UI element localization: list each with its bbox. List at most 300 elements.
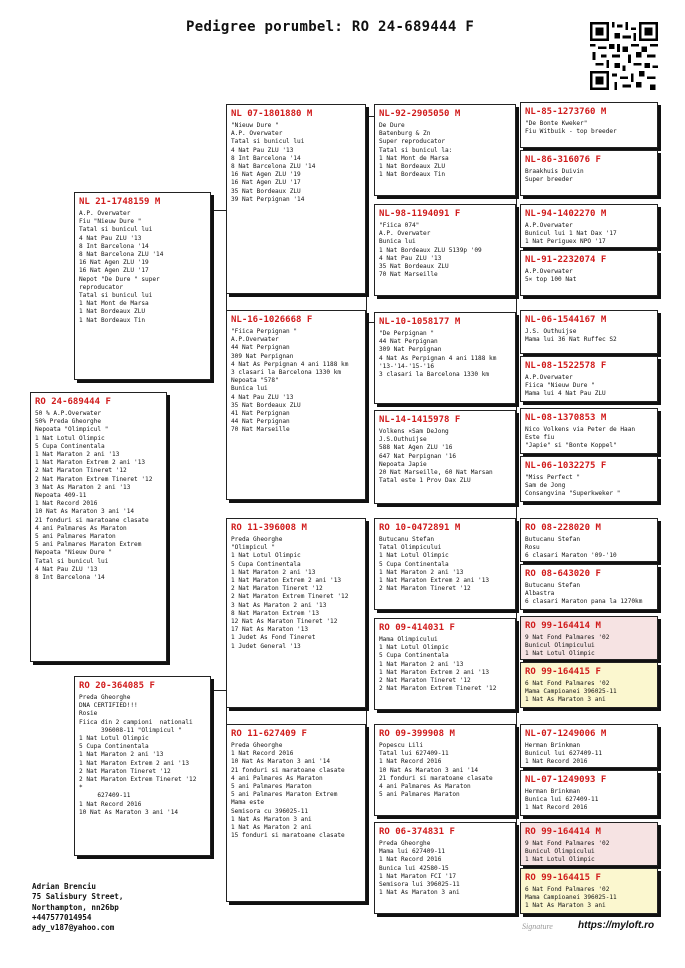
- pigeon-details: [525, 120, 653, 136]
- detail-line: Bunica lui 42580-15: [379, 864, 449, 872]
- ring-number: NL-98-1194091 F: [379, 209, 461, 219]
- detail-line: 309 Nat Perpignan: [231, 352, 294, 360]
- detail-line: 1 Nat As Maraton 3 ani: [231, 815, 312, 823]
- detail-line: A.P.Overwater: [231, 336, 279, 344]
- detail-line: 3 clasari la Barcelona 1330 km: [231, 369, 342, 377]
- pigeon-details: [79, 210, 206, 325]
- detail-line: Butucanu Stefan: [379, 536, 435, 543]
- detail-line: Super breeder: [525, 176, 573, 184]
- detail-line: 5 Cupa Continentala: [379, 652, 449, 660]
- detail-line: 4 Nat As Perpignan 4 ani 1188 km: [231, 360, 349, 368]
- great-grandparent-card[interactable]: [520, 770, 658, 816]
- detail-line: 3 clasari la Barcelona 1330 km: [379, 371, 490, 379]
- detail-line: 8 Int Barcelona '14: [35, 574, 105, 582]
- detail-line: 5 ani Palmares Maraton: [231, 783, 312, 791]
- address-line: 75 Salisbury Street,: [32, 892, 124, 902]
- ring-number: RO 20-364085 F: [79, 681, 155, 691]
- connector-line: [366, 322, 374, 323]
- signature-image: Signature: [522, 922, 553, 931]
- detail-line: Bunicul lui 1 Nat Dax '17: [525, 230, 617, 238]
- dam-dam-sire-card[interactable]: [374, 724, 516, 816]
- detail-line: 44 Nat Perpignan: [231, 418, 290, 426]
- connector-line: [366, 524, 367, 834]
- sire-dam-card[interactable]: [226, 310, 366, 500]
- detail-line: 4 Nat Pau ZLU '13: [231, 146, 294, 154]
- breeder-name: Adrian Brenciu: [32, 882, 97, 891]
- detail-line: Tatal si bunicul la:: [379, 146, 453, 154]
- ring-number: NL-06-1544167 M: [525, 315, 607, 325]
- detail-line: Bunica lui: [231, 385, 268, 393]
- ring-number: NL-94-1402270 M: [525, 209, 607, 219]
- ring-number: NL 21-1748159 M: [79, 197, 161, 207]
- ring-number: NL-16-1026668 F: [231, 315, 313, 325]
- pigeon-details: [379, 536, 511, 593]
- detail-line: 1 Nat Bordeaux ZLU: [79, 308, 146, 316]
- pigeon-details: [525, 634, 653, 659]
- detail-line: 627409-11: [79, 792, 131, 800]
- detail-line: "Olimpicul ": [231, 544, 276, 552]
- great-grandparent-card[interactable]: [520, 662, 658, 708]
- great-grandparent-card[interactable]: [520, 250, 658, 296]
- detail-line: 21 fonduri si maratoane clasate: [35, 516, 149, 524]
- qr-code-icon: [590, 22, 658, 90]
- great-grandparent-card[interactable]: [520, 204, 658, 248]
- detail-line: 10 Nat As Maraton 3 ani '14: [79, 808, 179, 816]
- detail-line: 8 Int Barcelona '14: [231, 154, 301, 162]
- connector-line: [210, 210, 226, 211]
- pigeon-details: [525, 474, 653, 499]
- detail-line: 70 Nat Marseille: [379, 271, 438, 279]
- great-grandparent-card[interactable]: [520, 102, 658, 148]
- pigeon-details: [379, 840, 511, 897]
- ring-number: RO 06-374831 F: [379, 827, 455, 837]
- detail-line: 5 Cupa Continentala: [231, 560, 301, 568]
- pigeon-details: [525, 536, 653, 561]
- detail-line: 44 Nat Perpignan: [231, 344, 290, 352]
- detail-line: Bunicul lui 627409-11: [525, 750, 603, 758]
- detail-line: 9 Nat Fond Palmares '02: [525, 840, 610, 847]
- detail-line: 1 Nat Maraton 2 ani '13: [231, 568, 316, 576]
- detail-line: 6 Nat Fond Palmares '02: [525, 680, 610, 687]
- detail-line: 1 Nat Maraton 2 ani '13: [35, 451, 120, 459]
- detail-line: Nepoata "578": [231, 377, 279, 385]
- detail-line: 35 Nat Bordeaux ZLU: [379, 263, 449, 271]
- detail-line: Preda Gheorghe: [231, 742, 283, 749]
- great-grandparent-card[interactable]: [520, 356, 658, 402]
- detail-line: 2 Nat Maraton Extrem Tineret '12: [79, 776, 197, 784]
- detail-line: Preda Gheorghe: [231, 536, 283, 543]
- ring-number: RO 10-0472891 M: [379, 523, 461, 533]
- detail-line: Super reproducator: [379, 138, 446, 146]
- detail-line: DNA CERTIFIED!!!: [79, 702, 138, 710]
- detail-line: 1 Nat Lotul Olimpic: [379, 644, 449, 652]
- detail-line: 1 Nat Lotul Olimpic: [231, 552, 301, 560]
- detail-line: 16 Nat Agen ZLU '19: [231, 171, 301, 179]
- detail-line: 4 ani Palmares As Maraton: [231, 774, 323, 782]
- detail-line: '13-'14-'15-'16: [379, 362, 435, 370]
- detail-line: Este fiu: [525, 434, 555, 442]
- detail-line: 309 Nat Perpignan: [379, 346, 442, 354]
- pigeon-details: [379, 330, 511, 379]
- detail-line: 2 Nat Maraton Extrem Tineret '12: [231, 593, 349, 601]
- ring-number: RO 11-396008 M: [231, 523, 307, 533]
- detail-line: 1 Nat Bordeaux ZLU: [379, 163, 446, 171]
- detail-line: 5 Cupa Continentala: [35, 442, 105, 450]
- pigeon-details: [379, 742, 511, 799]
- pigeon-details: [231, 122, 361, 204]
- detail-line: Fiica din 2 campioni nationali: [79, 718, 193, 726]
- pigeon-details: [231, 536, 361, 651]
- detail-line: Sam de Jong: [525, 482, 566, 490]
- detail-line: 2 Nat Maraton Tineret '12: [231, 585, 323, 593]
- detail-line: 1 Nat As Maraton 3 ani: [379, 889, 460, 897]
- sire-sire-card[interactable]: [226, 104, 366, 294]
- detail-line: Nepoata Japie: [379, 460, 427, 468]
- detail-line: 1 Nat Maraton 2 ani '13: [379, 660, 464, 668]
- detail-line: 10 Nat As Maraton 3 ani '14: [231, 758, 331, 766]
- detail-line: 2 Nat Maraton Tineret '12: [79, 767, 171, 775]
- detail-line: 21 fonduri si maratoane clasate: [231, 766, 345, 774]
- ring-number: RO 08-643020 F: [525, 569, 601, 579]
- ring-number: RO 09-414031 F: [379, 623, 455, 633]
- detail-line: "Japie" si "Bonte Koppel": [525, 442, 617, 450]
- sire-sire-sire-card[interactable]: [374, 104, 516, 196]
- pigeon-details: [525, 680, 653, 705]
- detail-line: Herman Brinkman: [525, 788, 581, 795]
- detail-line: 1 Nat As Maraton 3 ani: [525, 696, 606, 704]
- detail-line: Tatal si bunicul lui: [231, 138, 305, 146]
- detail-line: 1 Nat Lotul Olimpic: [35, 434, 105, 442]
- detail-line: 2 Nat Maraton Extrem Tineret '12: [35, 475, 153, 483]
- connector-line: [210, 690, 226, 691]
- detail-line: 1 Nat As Maraton 3 ani: [525, 902, 606, 910]
- breeder-contact: [32, 882, 123, 933]
- detail-line: 10 Nat As Maraton 3 ani '14: [35, 508, 135, 516]
- detail-line: 1 Nat Maraton Extrem 2 ani '13: [35, 459, 146, 467]
- detail-line: 1 Nat Maraton Extrem 2 ani '13: [379, 577, 490, 585]
- detail-line: 16 Nat Agen ZLU '17: [79, 267, 149, 275]
- detail-line: 5 ani Palmares Maraton: [35, 533, 116, 541]
- detail-line: Tatal Olimpicului: [379, 544, 442, 552]
- great-grandparent-card[interactable]: [520, 868, 658, 914]
- detail-line: 8 Nat Barcelona ZLU '14: [79, 251, 164, 259]
- detail-line: Semisora cu 396025-11: [231, 807, 309, 815]
- detail-line: 647 Nat Perpignan '16: [379, 452, 457, 460]
- detail-line: 1 Nat Record 2016: [379, 856, 442, 864]
- detail-line: A.P.Overwater: [525, 268, 573, 275]
- pigeon-details: [525, 582, 653, 607]
- detail-line: 16 Nat Agen ZLU '17: [231, 179, 301, 187]
- detail-line: 8 Int Barcelona '14: [79, 242, 149, 250]
- detail-line: 70 Nat Marseille: [231, 426, 290, 434]
- ring-number: NL-14-1415978 F: [379, 415, 461, 425]
- ring-number: RO 24-689444 F: [35, 397, 111, 407]
- detail-line: 1 Judet As Fond Tineret: [231, 634, 316, 642]
- phone-number[interactable]: +447577014954: [32, 912, 92, 922]
- detail-line: 8 Nat Maraton Extrem '13: [231, 609, 320, 617]
- ring-number: RO 08-228020 M: [525, 523, 601, 533]
- detail-line: 50% Preda Gheorghe: [35, 418, 102, 426]
- great-grandparent-card[interactable]: [520, 518, 658, 562]
- detail-line: 4 Nat Pau ZLU '13: [379, 254, 442, 262]
- address-line: Northampton, nn26bp: [32, 902, 119, 912]
- great-grandparent-card[interactable]: [520, 822, 658, 866]
- ring-number: NL-85-1273760 M: [525, 107, 607, 117]
- pigeon-details: [525, 268, 653, 284]
- detail-line: A.P. Overwater: [231, 130, 283, 138]
- detail-line: "De Perpignan ": [379, 330, 435, 337]
- ring-number: NL-92-2905050 M: [379, 109, 461, 119]
- pigeon-details: [525, 426, 653, 451]
- pigeon-details: [525, 374, 653, 399]
- detail-line: 1 Nat Lotul Olimpic: [379, 552, 449, 560]
- detail-line: 1 Nat Maraton Extrem 2 ani '13: [231, 577, 342, 585]
- detail-line: 3 Nat As Maraton 2 ani '13: [35, 483, 131, 491]
- detail-line: A.P. Overwater: [379, 230, 431, 238]
- detail-line: Butucanu Stefan: [525, 536, 581, 543]
- dam-dam-card[interactable]: [226, 724, 366, 902]
- detail-line: Mama Campioanei 396025-11: [525, 894, 617, 902]
- pigeon-details: [525, 788, 653, 813]
- ring-number: NL 07-1801880 M: [231, 109, 313, 119]
- pigeon-details: [231, 742, 361, 840]
- ring-number: NL-08-1522578 F: [525, 361, 607, 371]
- detail-line: Fiica "Nieuw Dure ": [525, 382, 595, 390]
- connector-line: [516, 520, 517, 840]
- pigeon-details: [525, 840, 653, 865]
- detail-line: 5 ani Palmares Maraton Extrem: [35, 541, 142, 549]
- detail-line: Bunicul Olimpicului: [525, 848, 595, 856]
- detail-line: 1 Nat Bordeaux Tin: [379, 171, 446, 179]
- detail-line: 1 Nat Record 2016: [35, 500, 98, 508]
- detail-line: Nepot "De Dure " super: [79, 275, 160, 283]
- detail-line: Rosu: [525, 544, 540, 552]
- detail-line: 1 Nat Maraton 2 ani '13: [379, 568, 464, 576]
- detail-line: Mama lui 4 Nat Pau ZLU: [525, 390, 606, 398]
- detail-line: De Dure: [379, 122, 405, 129]
- detail-line: 1 Nat Record 2016: [79, 800, 142, 808]
- detail-line: Consangvina "Superkweker ": [525, 490, 621, 498]
- pigeon-details: [35, 410, 162, 582]
- sire-sire-dam-card[interactable]: [374, 204, 516, 296]
- detail-line: J.S. Outhuijse: [525, 328, 577, 335]
- detail-line: "Nieuw Dure ": [231, 122, 279, 129]
- detail-line: 1 Nat As Maraton 2 ani: [231, 824, 312, 832]
- ring-number: RO 99-164414 M: [525, 827, 601, 837]
- detail-line: 17 Nat As Maraton '13: [231, 626, 309, 634]
- detail-line: 5 Cupa Continentala: [79, 743, 149, 751]
- detail-line: "Fiica Perpignan ": [231, 328, 298, 335]
- detail-line: 1 Nat Lotul Olimpic: [525, 650, 595, 658]
- detail-line: 1 Nat Record 2016: [525, 758, 588, 766]
- detail-line: Butucanu Stefan: [525, 582, 581, 589]
- detail-line: 1 Nat Bordeaux ZLU 5139p '09: [379, 246, 482, 254]
- detail-line: Bunicul Olimpicului: [525, 642, 595, 650]
- detail-line: 2 Nat Maraton Tineret '12: [379, 677, 471, 685]
- detail-line: 2 Nat Maraton Tineret '12: [35, 467, 127, 475]
- detail-line: 1 Nat Periguex NPO '17: [525, 238, 606, 246]
- detail-line: 12 Nat As Maraton Tineret '12: [231, 618, 338, 626]
- great-grandparent-card[interactable]: [520, 564, 658, 610]
- detail-line: 6 clasari Maraton pana la 1270km: [525, 598, 643, 606]
- detail-line: 44 Nat Perpignan: [379, 338, 438, 346]
- ring-number: RO 99-164414 M: [525, 621, 601, 631]
- subject-card[interactable]: [30, 392, 167, 662]
- detail-line: reproducator: [79, 283, 124, 291]
- sire-dam-dam-card[interactable]: [374, 410, 516, 504]
- detail-line: Preda Gheorghe: [79, 694, 131, 701]
- detail-line: Tatal este 1 Prov Dax ZLU: [379, 477, 471, 485]
- website-link[interactable]: https://myloft.ro: [578, 920, 655, 931]
- pigeon-details: [525, 886, 653, 911]
- detail-line: "Miss Perfect ": [525, 474, 581, 481]
- detail-line: 1 Nat Record 2016: [525, 804, 588, 812]
- detail-line: 1 Nat Record 2016: [231, 750, 294, 758]
- dam-sire-card[interactable]: [226, 518, 366, 708]
- connector-line: [366, 116, 374, 117]
- email-address[interactable]: ady_v187@yahoo.com: [32, 923, 115, 933]
- ring-number: NL-06-1032275 F: [525, 461, 607, 471]
- detail-line: 15 fonduri si maratoane clasate: [231, 832, 345, 840]
- detail-line: 396008-11 "Olimpicul ": [79, 726, 182, 734]
- detail-line: Mama lui 627409-11: [379, 848, 446, 856]
- detail-line: Preda Gheorghe: [379, 840, 431, 847]
- pigeon-details: [379, 428, 511, 485]
- detail-line: Tatal si bunicul lui: [79, 226, 153, 234]
- dam-sire-dam-card[interactable]: [374, 618, 516, 710]
- page-title: Pedigree porumbel: RO 24-689444 F: [186, 19, 475, 35]
- detail-line: 9 Nat Fond Palmares '02: [525, 634, 610, 641]
- detail-line: A.P. Overwater: [79, 210, 131, 217]
- detail-line: Rosie: [79, 710, 98, 718]
- detail-line: 5 ani Palmares Maraton: [379, 791, 460, 799]
- detail-line: Nepoata "Olimpicul ": [35, 426, 109, 434]
- pigeon-details: [231, 328, 361, 435]
- detail-line: Popescu Lili: [379, 742, 424, 749]
- ring-number: NL-91-2232074 F: [525, 255, 607, 265]
- detail-line: 1 Nat Lotul Olimpic: [525, 856, 595, 864]
- detail-line: 41 Nat Perpignan: [231, 410, 290, 418]
- detail-line: "Fiica 074": [379, 222, 420, 229]
- sire-dam-sire-card[interactable]: [374, 312, 516, 404]
- detail-line: 1 Nat Record 2016: [379, 758, 442, 766]
- detail-line: Nepoata "Nieuw Dure ": [35, 549, 113, 557]
- sire-card[interactable]: [74, 192, 211, 380]
- detail-line: Mama Olimpicului: [379, 636, 438, 643]
- pigeon-details: [379, 222, 511, 279]
- detail-line: 50 % A.P.Overwater: [35, 410, 102, 417]
- great-grandparent-card[interactable]: [520, 310, 658, 354]
- detail-line: 588 Nat Agen ZLU '16: [379, 444, 453, 452]
- great-grandparent-card[interactable]: [520, 456, 658, 502]
- detail-line: 1 Nat Mont de Marsa: [379, 154, 449, 162]
- detail-line: 39 Nat Perpignan '14: [231, 195, 305, 203]
- pigeon-details: [525, 168, 653, 184]
- pigeon-details: [525, 742, 653, 767]
- ring-number: RO 09-399908 M: [379, 729, 455, 739]
- detail-line: 10 Nat As Maraton 3 ani '14: [379, 766, 479, 774]
- detail-line: 35 Nat Bordeaux ZLU: [231, 401, 301, 409]
- ring-number: NL-07-1249006 M: [525, 729, 607, 739]
- dam-dam-dam-card[interactable]: [374, 822, 516, 914]
- detail-line: Fiu Witbuik - top breeder: [525, 128, 617, 136]
- detail-line: 1 Nat Maraton Extrem 2 ani '13: [379, 668, 490, 676]
- detail-line: 4 Nat As Perpignan 4 ani 1188 km: [379, 354, 497, 362]
- detail-line: Bunica lui 627409-11: [525, 796, 599, 804]
- detail-line: 2 Nat Maraton Extrem Tineret '12: [379, 685, 497, 693]
- detail-line: Tatal si bunicul lui: [79, 292, 153, 300]
- detail-line: Nepoata 409-11: [35, 492, 87, 500]
- detail-line: 1 Nat Maraton FCI '17: [379, 872, 457, 880]
- detail-line: 1 Judet General '13: [231, 642, 301, 650]
- detail-line: 21 fonduri si maratoane clasate: [379, 774, 493, 782]
- ring-number: NL-07-1249093 F: [525, 775, 607, 785]
- detail-line: 1 Nat Mont de Marsa: [79, 300, 149, 308]
- detail-line: Braakhuis Duivin: [525, 168, 584, 175]
- detail-line: 4 ani Palmares As Maraton: [379, 783, 471, 791]
- detail-line: 16 Nat Agen ZLU '19: [79, 259, 149, 267]
- detail-line: 35 Nat Bordeaux ZLU: [231, 187, 301, 195]
- ring-number: RO 99-164415 F: [525, 667, 601, 677]
- detail-line: A.P.Overwater: [525, 374, 573, 381]
- detail-line: Albastra: [525, 590, 555, 598]
- detail-line: 6 clasari Maraton '09-'10: [525, 552, 617, 560]
- detail-line: "De Bonte Kweker": [525, 120, 588, 127]
- detail-line: Semisora lui 396025-11: [379, 881, 460, 889]
- great-grandparent-card[interactable]: [520, 724, 658, 768]
- pigeon-details: [79, 694, 206, 817]
- dam-card[interactable]: [74, 676, 211, 856]
- great-grandparent-card[interactable]: [520, 150, 658, 196]
- dam-sire-sire-card[interactable]: [374, 518, 516, 610]
- ring-number: NL-10-1058177 M: [379, 317, 461, 327]
- great-grandparent-card[interactable]: [520, 616, 658, 660]
- detail-line: 6 Nat Fond Palmares '02: [525, 886, 610, 893]
- detail-line: 5 Cupa Continentala: [379, 560, 449, 568]
- detail-line: 5× top 100 Nat: [525, 276, 577, 284]
- detail-line: 2 Nat Maraton Tineret '12: [379, 585, 471, 593]
- ring-number: NL-08-1370853 M: [525, 413, 607, 423]
- detail-line: 3 Nat As Maraton 2 ani '13: [231, 601, 327, 609]
- detail-line: Batenburg & Zn: [379, 130, 431, 138]
- ring-number: NL-86-316076 F: [525, 155, 601, 165]
- detail-line: Mama lui 36 Nat Ruffec S2: [525, 336, 617, 344]
- connector-line: [366, 108, 367, 418]
- detail-line: 4 Nat Pau ZLU '13: [35, 565, 98, 573]
- pigeon-details: [525, 222, 653, 247]
- great-grandparent-card[interactable]: [520, 408, 658, 454]
- detail-line: 1 Nat Bordeaux Tin: [79, 316, 146, 324]
- ring-number: RO 99-164415 F: [525, 873, 601, 883]
- detail-line: 4 Nat Pau ZLU '13: [231, 393, 294, 401]
- detail-line: Fiu "Nieuw Dure ": [79, 218, 142, 226]
- detail-line: J.S.Outhuijse: [379, 436, 427, 444]
- detail-line: A.P.Overwater: [525, 222, 573, 229]
- detail-line: Mama este: [231, 799, 265, 807]
- detail-line: 4 Nat Pau ZLU '13: [79, 234, 142, 242]
- pigeon-details: [525, 328, 653, 344]
- pigeon-details: [379, 122, 511, 179]
- detail-line: 4 ani Palmares As Maraton: [35, 524, 127, 532]
- detail-line: 1 Nat Lotul Olimpic: [79, 735, 149, 743]
- detail-line: 1 Nat Maraton Extrem 2 ani '13: [79, 759, 190, 767]
- detail-line: *: [79, 784, 83, 792]
- ring-number: RO 11-627409 F: [231, 729, 307, 739]
- detail-line: Nico Volkens via Peter de Haan: [525, 426, 636, 433]
- detail-line: 20 Nat Marseille, 60 Nat Marsan: [379, 469, 493, 477]
- detail-line: Bunica lui: [379, 238, 416, 246]
- detail-line: Volkens ×Sam DeJong: [379, 428, 449, 435]
